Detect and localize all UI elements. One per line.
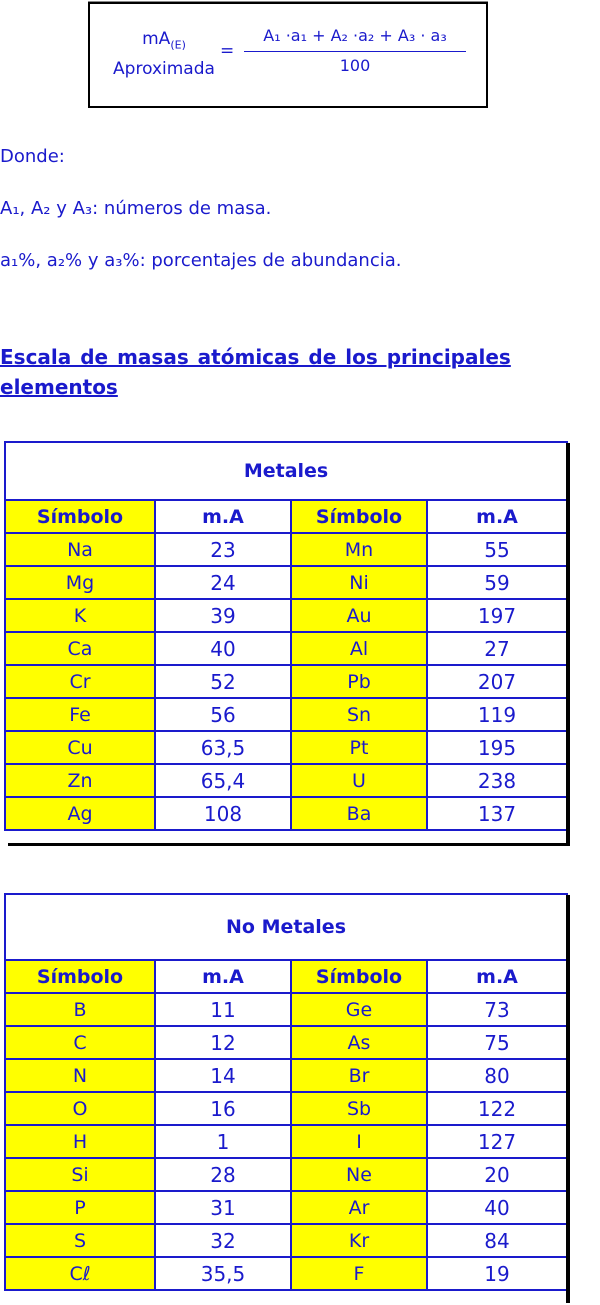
formula-box [88, 2, 488, 108]
element-symbol: K [5, 599, 155, 632]
element-symbol: Al [291, 632, 427, 665]
atomic-mass: 73 [427, 993, 567, 1026]
no-metales-title: No Metales [5, 894, 567, 960]
element-symbol: Cℓ [5, 1257, 155, 1290]
table-row [5, 764, 567, 797]
atomic-mass: 40 [155, 632, 291, 665]
header-ma: m.A [427, 500, 567, 533]
table-shadow [8, 843, 570, 846]
element-symbol: Ar [291, 1191, 427, 1224]
element-symbol: Ge [291, 993, 427, 1026]
atomic-mass: 238 [427, 764, 567, 797]
atomic-mass: 195 [427, 731, 567, 764]
atomic-mass: 28 [155, 1158, 291, 1191]
element-symbol: H [5, 1125, 155, 1158]
no-metales-table [4, 893, 568, 1291]
atomic-mass: 119 [427, 698, 567, 731]
table-row [5, 797, 567, 830]
header-simbolo: Símbolo [291, 500, 427, 533]
header-ma: m.A [155, 960, 291, 993]
element-symbol: Sn [291, 698, 427, 731]
atomic-mass: 80 [427, 1059, 567, 1092]
element-symbol: N [5, 1059, 155, 1092]
element-symbol: As [291, 1026, 427, 1059]
table-row [5, 632, 567, 665]
table-row [5, 1125, 567, 1158]
table-row [5, 1224, 567, 1257]
atomic-mass: 32 [155, 1224, 291, 1257]
mass-numbers-line: A₁, A₂ y A₃: números de masa. [0, 198, 272, 219]
formula-denominator: 100 [339, 56, 371, 75]
atomic-mass: 40 [427, 1191, 567, 1224]
metales-title: Metales [5, 442, 567, 500]
formula-lhs-sub: (E) [170, 38, 186, 52]
element-symbol: Ni [291, 566, 427, 599]
element-symbol: I [291, 1125, 427, 1158]
table-row [5, 599, 567, 632]
header-simbolo: Símbolo [5, 500, 155, 533]
atomic-mass: 1 [155, 1125, 291, 1158]
element-symbol: Ne [291, 1158, 427, 1191]
metales-table [4, 441, 568, 831]
element-symbol: Si [5, 1158, 155, 1191]
element-symbol: Au [291, 599, 427, 632]
atomic-mass: 55 [427, 533, 567, 566]
atomic-mass: 207 [427, 665, 567, 698]
header-ma: m.A [427, 960, 567, 993]
formula-lhs-bottom: Aproximada [113, 59, 215, 79]
formula-fraction [244, 24, 466, 77]
atomic-mass: 65,4 [155, 764, 291, 797]
table-row [5, 1026, 567, 1059]
element-symbol: B [5, 993, 155, 1026]
table-row [5, 1092, 567, 1125]
element-symbol: Na [5, 533, 155, 566]
formula-lhs-top: mA [142, 29, 171, 49]
element-symbol: O [5, 1092, 155, 1125]
formula-lhs [110, 24, 218, 84]
fraction-bar [244, 51, 466, 52]
donde-label: Donde: [0, 146, 65, 167]
table-row [5, 1158, 567, 1191]
atomic-mass: 108 [155, 797, 291, 830]
atomic-mass: 137 [427, 797, 567, 830]
atomic-mass: 12 [155, 1026, 291, 1059]
abundance-line: a₁%, a₂% y a₃%: porcentajes de abundancia. [0, 250, 402, 271]
element-symbol: Fe [5, 698, 155, 731]
element-symbol: S [5, 1224, 155, 1257]
atomic-mass: 11 [155, 993, 291, 1026]
atomic-mass: 16 [155, 1092, 291, 1125]
atomic-mass: 24 [155, 566, 291, 599]
header-ma: m.A [155, 500, 291, 533]
header-simbolo: Símbolo [5, 960, 155, 993]
no-metales-table-body [5, 894, 567, 1290]
atomic-mass: 35,5 [155, 1257, 291, 1290]
element-symbol: P [5, 1191, 155, 1224]
element-symbol: Ba [291, 797, 427, 830]
element-symbol: Kr [291, 1224, 427, 1257]
table-row [5, 1059, 567, 1092]
element-symbol: Br [291, 1059, 427, 1092]
table-shadow [566, 443, 570, 846]
atomic-mass: 52 [155, 665, 291, 698]
element-symbol: Pt [291, 731, 427, 764]
table-row [5, 698, 567, 731]
table-row [5, 1191, 567, 1224]
element-symbol: C [5, 1026, 155, 1059]
atomic-mass: 59 [427, 566, 567, 599]
atomic-mass: 14 [155, 1059, 291, 1092]
atomic-mass: 31 [155, 1191, 291, 1224]
metales-table-body [5, 442, 567, 830]
table-row [5, 566, 567, 599]
element-symbol: Pb [291, 665, 427, 698]
element-symbol: Mn [291, 533, 427, 566]
element-symbol: Sb [291, 1092, 427, 1125]
atomic-mass: 39 [155, 599, 291, 632]
atomic-mass: 63,5 [155, 731, 291, 764]
header-simbolo: Símbolo [291, 960, 427, 993]
atomic-mass: 19 [427, 1257, 567, 1290]
table-row [5, 1257, 567, 1290]
element-symbol: Cr [5, 665, 155, 698]
element-symbol: Ag [5, 797, 155, 830]
table-row [5, 993, 567, 1026]
atomic-mass: 122 [427, 1092, 567, 1125]
element-symbol: U [291, 764, 427, 797]
atomic-mass: 127 [427, 1125, 567, 1158]
table-shadow [566, 895, 570, 1303]
element-symbol: Ca [5, 632, 155, 665]
atomic-mass: 23 [155, 533, 291, 566]
element-symbol: F [291, 1257, 427, 1290]
table-row [5, 533, 567, 566]
element-symbol: Mg [5, 566, 155, 599]
atomic-mass: 84 [427, 1224, 567, 1257]
atomic-mass: 75 [427, 1026, 567, 1059]
atomic-mass: 197 [427, 599, 567, 632]
section-heading: Escala de masas atómicas de los principales elementos [0, 345, 511, 399]
atomic-mass: 56 [155, 698, 291, 731]
atomic-mass: 27 [427, 632, 567, 665]
element-symbol: Zn [5, 764, 155, 797]
formula-equals: = [220, 41, 235, 61]
atomic-mass: 20 [427, 1158, 567, 1191]
table-row [5, 731, 567, 764]
table-row [5, 665, 567, 698]
formula-numerator: A₁ ·a₁ + A₂ ·a₂ + A₃ · a₃ [263, 26, 447, 45]
element-symbol: Cu [5, 731, 155, 764]
